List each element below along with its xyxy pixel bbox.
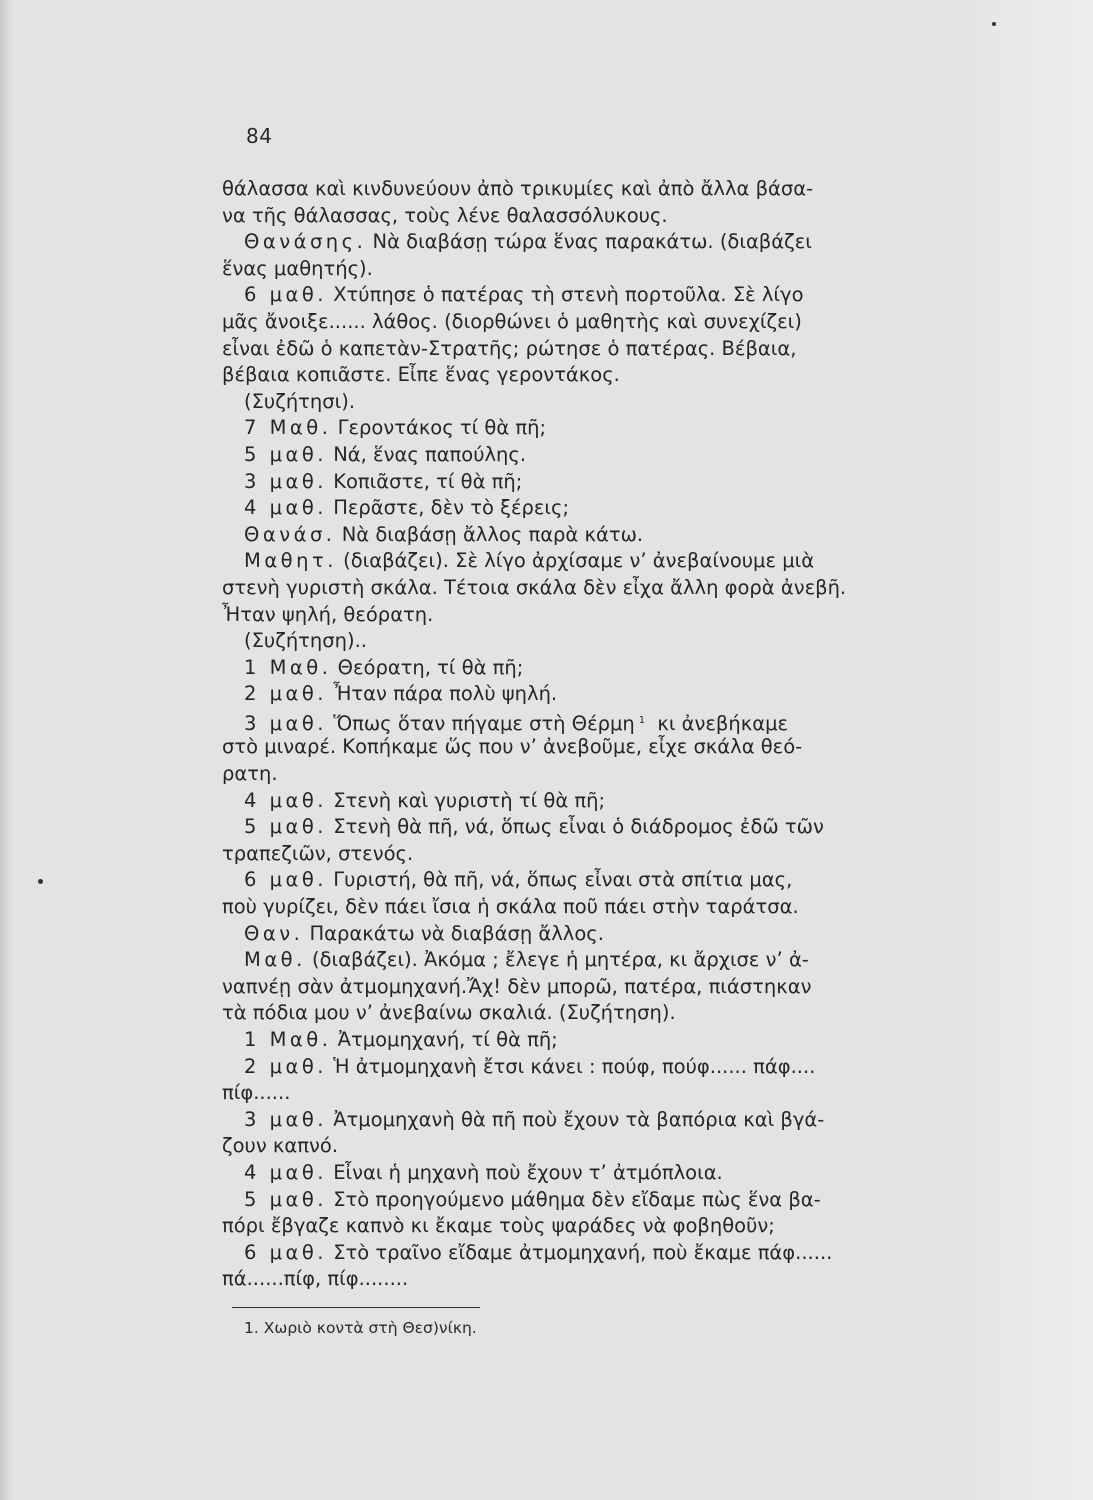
- speaker-label: 4 μαθ.: [244, 496, 327, 520]
- line-text: (Συζήτηση)..: [244, 629, 367, 653]
- speaker-label: Θανάσ.: [244, 522, 336, 546]
- line-text: βέβαια κοπιᾶστε. Εἶπε ἕνας γεροντάκος.: [222, 363, 620, 387]
- line-text: Νά, ἕνας παπούλης.: [327, 442, 527, 466]
- speaker-label: Μαθ.: [244, 948, 306, 972]
- speaker-label: 6 μαθ.: [244, 1240, 327, 1264]
- speaker-label: Μαθητ.: [244, 549, 337, 573]
- text-line: [222, 548, 962, 575]
- line-text: Ἦταν πάρα πολὺ ψηλή.: [327, 682, 558, 706]
- line-text: Γεροντάκος τί θὰ πῆ;: [331, 416, 547, 440]
- line-text: ἕνας μαθητής).: [222, 256, 373, 280]
- text-line: [222, 362, 962, 389]
- text-line: [222, 761, 962, 788]
- scan-speck: [992, 22, 996, 26]
- speaker-label: 4 μαθ.: [244, 1160, 327, 1184]
- speaker-label: 6 μαθ.: [244, 283, 327, 307]
- line-text: Νὰ διαβάσῃ τώρα ἕνας παρακάτω. (διαβάζει: [366, 230, 812, 254]
- line-text: πίφ......: [222, 1081, 291, 1105]
- speaker-label: 5 μαθ.: [244, 1187, 327, 1211]
- text-line: [222, 1240, 962, 1267]
- text-line: [222, 974, 962, 1001]
- text-line: [222, 442, 962, 469]
- speaker-label: Θαν.: [244, 921, 304, 945]
- text-line: [222, 788, 962, 815]
- line-text: εἶναι ἐδῶ ὁ καπετὰν-Στρατῆς; ρώτησε ὁ πατέρας. Βέβαια,: [222, 336, 797, 360]
- text-line: [222, 921, 962, 948]
- text-line: [222, 655, 962, 682]
- line-text: κι ἀνεβήκαμε: [651, 711, 789, 735]
- line-text: Παρακάτω νὰ διαβάσῃ ἄλλος.: [303, 921, 604, 945]
- speaker-label: 3 μαθ.: [244, 469, 327, 493]
- line-text: (διαβάζει). Σὲ λίγο ἀρχίσαμε ν’ ἀνεβαίνουμε μιὰ: [336, 549, 815, 573]
- line-text: Ὅπως ὅταν πήγαμε στὴ Θέρμη: [327, 711, 635, 735]
- line-text: ρατη.: [222, 762, 278, 786]
- text-line: [222, 336, 962, 363]
- footnote: 1. Χωριὸ κοντὰ στὴ Θεσ)νίκη.: [244, 1319, 477, 1337]
- line-text: Ἡ ἀτμομηχανὴ ἔτσι κάνει : πούφ, πούφ...... πάφ....: [327, 1054, 816, 1078]
- text-line: [222, 814, 962, 841]
- line-text: Στὸ τραῖνο εἴδαμε ἀτμομηχανή, ποὺ ἔκαμε πάφ......: [327, 1240, 833, 1264]
- text-line: [222, 628, 962, 655]
- text-line: [222, 415, 962, 442]
- text-line: [222, 256, 962, 283]
- speaker-label: 2 μαθ.: [244, 682, 327, 706]
- line-text: τὰ πόδια μου ν’ ἀνεβαίνω σκαλιά. (Συζήτηση).: [222, 1001, 676, 1025]
- text-line: [222, 469, 962, 496]
- text-line: [222, 1187, 962, 1214]
- line-text: Χτύπησε ὁ πατέρας τὴ στενὴ πορτοῦλα. Σὲ λίγο: [327, 283, 804, 307]
- line-text: ναπνέῃ σὰν ἀτμομηχανή.Ἄχ! δὲν μπορῶ, πατέρα, πιάστηκαν: [222, 974, 812, 998]
- speaker-label: 2 μαθ.: [244, 1054, 327, 1078]
- line-text: (Συζήτησι).: [244, 389, 356, 413]
- footnote-marker: 1: [638, 714, 646, 726]
- text-line: [222, 176, 962, 203]
- line-text: Νὰ διαβάσῃ ἄλλος παρὰ κάτω.: [335, 522, 644, 546]
- speaker-label: Θανάσης.: [244, 230, 367, 254]
- text-line: [222, 1107, 962, 1134]
- line-text: Ἦταν ψηλή, θεόρατη.: [222, 602, 434, 626]
- text-line: [222, 309, 962, 336]
- speaker-label: 3 μαθ.: [244, 1107, 327, 1131]
- line-text: μᾶς ἄνοιξε...... λάθος. (διορθώνει ὁ μαθητὴς καὶ συνεχίζει): [222, 309, 802, 333]
- speaker-label: 5 μαθ.: [244, 442, 327, 466]
- text-line: [222, 1027, 962, 1054]
- speaker-label: 7 Μαθ.: [244, 416, 332, 440]
- text-line: [222, 389, 962, 416]
- line-text: ποὺ γυρίζει, δὲν πάει ἴσια ἡ σκάλα ποῦ πάει στὴν ταράτσα.: [222, 895, 799, 919]
- text-line: [222, 708, 962, 735]
- text-line: [222, 1000, 962, 1027]
- scan-speck: [38, 879, 43, 884]
- line-text: πόρι ἔβγαζε καπνὸ κι ἔκαμε τοὺς ψαράδες νὰ φοβηθοῦν;: [222, 1214, 775, 1238]
- text-line: [222, 947, 962, 974]
- speaker-label: 1 Μαθ.: [244, 655, 332, 679]
- line-text: Θεόρατη, τί θὰ πῆ;: [331, 655, 524, 679]
- speaker-label: 4 μαθ.: [244, 788, 327, 812]
- text-line: [222, 602, 962, 629]
- text-line: [222, 1054, 962, 1081]
- text-line: [222, 734, 962, 761]
- line-text: Γυριστή, θὰ πῆ, νά, ὅπως εἶναι στὰ σπίτια μας,: [327, 868, 793, 892]
- text-line: [222, 282, 962, 309]
- text-line: [222, 1266, 962, 1293]
- speaker-label: 1 Μαθ.: [244, 1028, 332, 1051]
- line-text: Στενὴ καὶ γυριστὴ τί θὰ πῆ;: [327, 788, 606, 812]
- scan-left-edge: [0, 0, 14, 1500]
- text-line: [222, 575, 962, 602]
- text-line: [222, 495, 962, 522]
- speaker-label: 5 μαθ.: [244, 815, 327, 839]
- line-text: Στὸ προηγούμενο μάθημα δὲν εἴδαμε πὼς ἕνα βα-: [327, 1187, 821, 1211]
- line-text: ζουν καπνό.: [222, 1134, 339, 1158]
- text-line: [222, 894, 962, 921]
- speaker-label: 6 μαθ.: [244, 868, 327, 892]
- line-text: στὸ μιναρέ. Κοπήκαμε ὥς που ν’ ἀνεβοῦμε, εἶχε σκάλα θεό-: [222, 735, 803, 759]
- text-line: [222, 203, 962, 230]
- page-number: 84: [246, 124, 273, 148]
- text-line: [222, 1160, 962, 1187]
- line-text: Ἀτμομηχανὴ θὰ πῆ ποὺ ἔχουν τὰ βαπόρια καὶ βγά-: [327, 1107, 825, 1131]
- line-text: Περᾶστε, δὲν τὸ ξέρεις;: [327, 496, 570, 520]
- footnote-rule: [232, 1307, 480, 1308]
- line-text: Στενὴ θὰ πῆ, νά, ὅπως εἶναι ὁ διάδρομος ἐδῶ τῶν: [327, 815, 824, 839]
- line-text: Ἀτμομηχανή, τί θὰ πῆ;: [331, 1028, 558, 1051]
- text-line: [222, 841, 962, 868]
- text-line: [222, 1080, 962, 1107]
- line-text: Εἶναι ἡ μηχανὴ ποὺ ἔχουν τ’ ἀτμόπλοια.: [327, 1160, 723, 1184]
- scan-right-edge: [953, 0, 1093, 1500]
- line-text: πά......πίφ, πίφ........: [222, 1267, 409, 1291]
- line-text: (διαβάζει). Ἀκόμα ; ἔλεγε ἡ μητέρα, κι ἄρχισε ν’ ἀ-: [305, 948, 809, 972]
- text-line: [222, 1133, 962, 1160]
- text-line: [222, 522, 962, 549]
- speaker-label: 3 μαθ.: [244, 711, 327, 735]
- text-line: [222, 229, 962, 256]
- text-line: [222, 867, 962, 894]
- text-line: [222, 1213, 962, 1240]
- text-line: [222, 681, 962, 708]
- body-text: [222, 176, 962, 1293]
- line-text: τραπεζιῶν, στενός.: [222, 841, 414, 865]
- line-text: Κοπιᾶστε, τί θὰ πῆ;: [327, 469, 523, 493]
- line-text: στενὴ γυριστὴ σκάλα. Τέτοια σκάλα δὲν εἶχα ἄλλη φορὰ ἀνεβῆ.: [222, 575, 847, 599]
- line-text: θάλασσα καὶ κινδυνεύουν ἀπὸ τρικυμίες καὶ ἀπὸ ἄλλα βάσα-: [222, 177, 814, 200]
- line-text: να τῆς θάλασσας, τοὺς λένε θαλασσόλυκους.: [222, 203, 668, 227]
